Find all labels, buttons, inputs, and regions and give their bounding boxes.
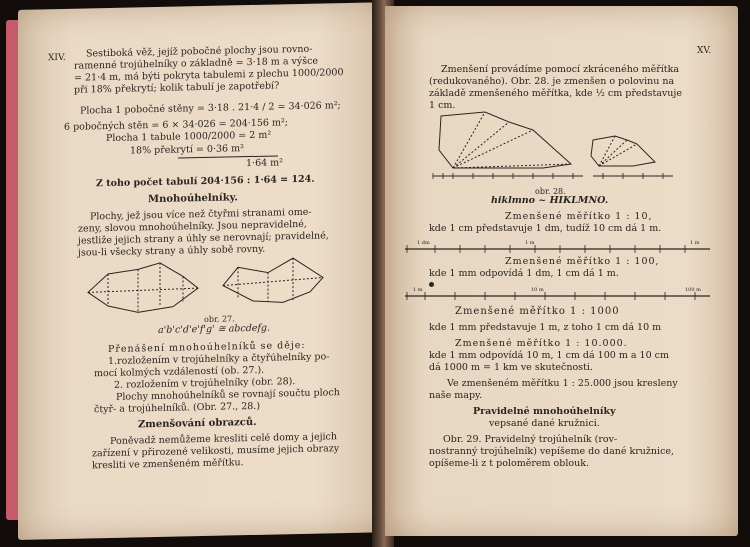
text-line: Plochy mnohoúhelníků se rovnají součtu ploch [116,387,340,403]
text-line: Obr. 29. Pravidelný trojúhelník (rov- [443,434,618,445]
figure-27 [78,253,328,318]
result-line: Z toho počet tabulí 204·156 : 1·64 = 124. [96,173,315,190]
scale-description: kde 1 mm odpovídá 1 dm, 1 cm dá 1 m. [429,268,619,279]
section-title: Mnohoúhelníky. [148,192,238,206]
text-line: jsou-li všecky strany a úhly sobě rovny. [78,243,266,259]
text-line: mocí kolmých vzdáleností (ob. 27.). [94,364,265,380]
figure-caption: obr. 27. [204,314,235,324]
text-line: kresliti ve zmenšeném měřítku. [92,457,244,472]
left-page [18,2,390,540]
text-line: = 21·4 m, má býti pokryta tabulemi z plechu 1000/2000 [74,67,344,84]
text-line: při 18% překrytí; kolik tabulí je zapotřebí? [74,80,280,96]
text-line: opíšeme-li z t poloměrem oblouk. [429,458,589,469]
large-polygon [439,112,571,168]
section-title: Pravidelné mnohoúhelníky [473,406,616,417]
calc-line: 1·64 m² [246,157,283,170]
ruler-label: 10 m [531,287,544,293]
text-line: 2. rozložením v trojúhelníky (obr. 28). [114,376,296,391]
small-polygon [591,136,655,166]
ruler-label: 1 m [525,240,535,246]
left-page-number: XIV. [48,52,66,64]
calc-line: Plocha 1 tabule 1000/2000 = 2 m² [106,129,272,145]
text-line: Přenášení mnohoúhelníků se děje: [108,339,306,356]
scale-title: Zmenšené měřítko 1 : 1000 [455,306,620,317]
figure-caption: obr. 28. [535,187,566,196]
text-line: Sestiboká věž, jejíž pobočné plochy jsou rovno- [86,43,313,60]
scale-description: kde 1 cm představuje 1 dm, tudíž 10 cm dá 1 m. [429,223,662,234]
text-line: čtyř- a trojúhelníků. (Obr. 27., 28.) [94,400,261,416]
right-page-number: XV. [697,46,712,56]
text-line: 1.rozložením v trojúhelníky a čtyřúhelníky po- [108,351,330,368]
text-line: nostranný trojúhelník) vepíšeme do dané kružnice, [429,446,675,457]
right-page [385,6,738,536]
text-line: Poněvadž nemůžeme kresliti celé domy a jejich [110,431,337,447]
scale-ruler-1 [405,239,715,255]
text-line: Ve zmenšeném měřítku 1 : 25.000 jsou kresleny [447,378,678,389]
scale-title: Zmenšené měřítko 1 : 10.000. [455,338,628,349]
text-line: ramenné trojúhelníky o základně = 3·18 m a výšce [74,55,319,72]
text-line: základě zmenšeného měřítka, kde ½ cm představuje [429,88,682,99]
calc-line: 18% překrytí = 0·36 m² [130,143,244,157]
section-title: Zmenšování obrazců. [138,416,257,431]
polygon-shape [88,262,198,313]
scale-title: Zmenšené měřítko 1 : 100, [505,256,660,267]
text-line: naše mapy. [429,390,483,401]
text-line: Plochy, jež jsou více než čtyřmi stranami ome- [90,206,312,223]
text-line: Zmenšení provádíme pomocí zkráceného měřítka [441,64,680,75]
ruler-label: 100 m [685,287,701,293]
scale-description: kde 1 mm odpovídá 10 m, 1 cm dá 100 m a 10 cm [429,350,669,361]
figure-formula: a'b'c'd'e'f'g' ≅ abcdefg. [158,322,271,336]
calc-line: 6 pobočných stěn = 6 × 34·026 = 204·156 m²; [64,117,288,133]
ruler-label: 1 m [413,287,423,293]
text-line: zařízení v přirozené velikosti, musíme jejich obrazy [92,443,340,460]
scale-description: dá 1000 m = 1 km ve skutečnosti. [429,362,593,373]
calc-line: Plocha 1 pobočné stěny = 3·18 . 21·4 / 2 = 34·026 m²; [80,100,341,117]
section-subtitle: vepsané dané kružnici. [489,418,600,429]
text-line: (redukovaného). Obr. 28. je zmenšen o polovinu na [429,76,675,87]
text-line: jestliže jejich strany a úhly se nerovnají; pravidelné, [78,230,329,247]
scale-ruler-2 [405,286,715,302]
ruler-label: 1 m [690,240,700,246]
text-line: zeny, slovou mnohoúhelníky. Jsou nepravidelné, [78,218,307,235]
ruler-label: 1 dm [417,240,430,246]
scale-description: kde 1 mm představuje 1 m, z toho 1 cm dá 10 m [429,322,662,333]
figure-28 [433,110,728,192]
figure-formula: hiklmno ~ HIKLMNO. [491,195,609,206]
scale-title: Zmenšené měřítko 1 : 10, [505,211,653,222]
text-line: 1 cm. [429,100,456,111]
